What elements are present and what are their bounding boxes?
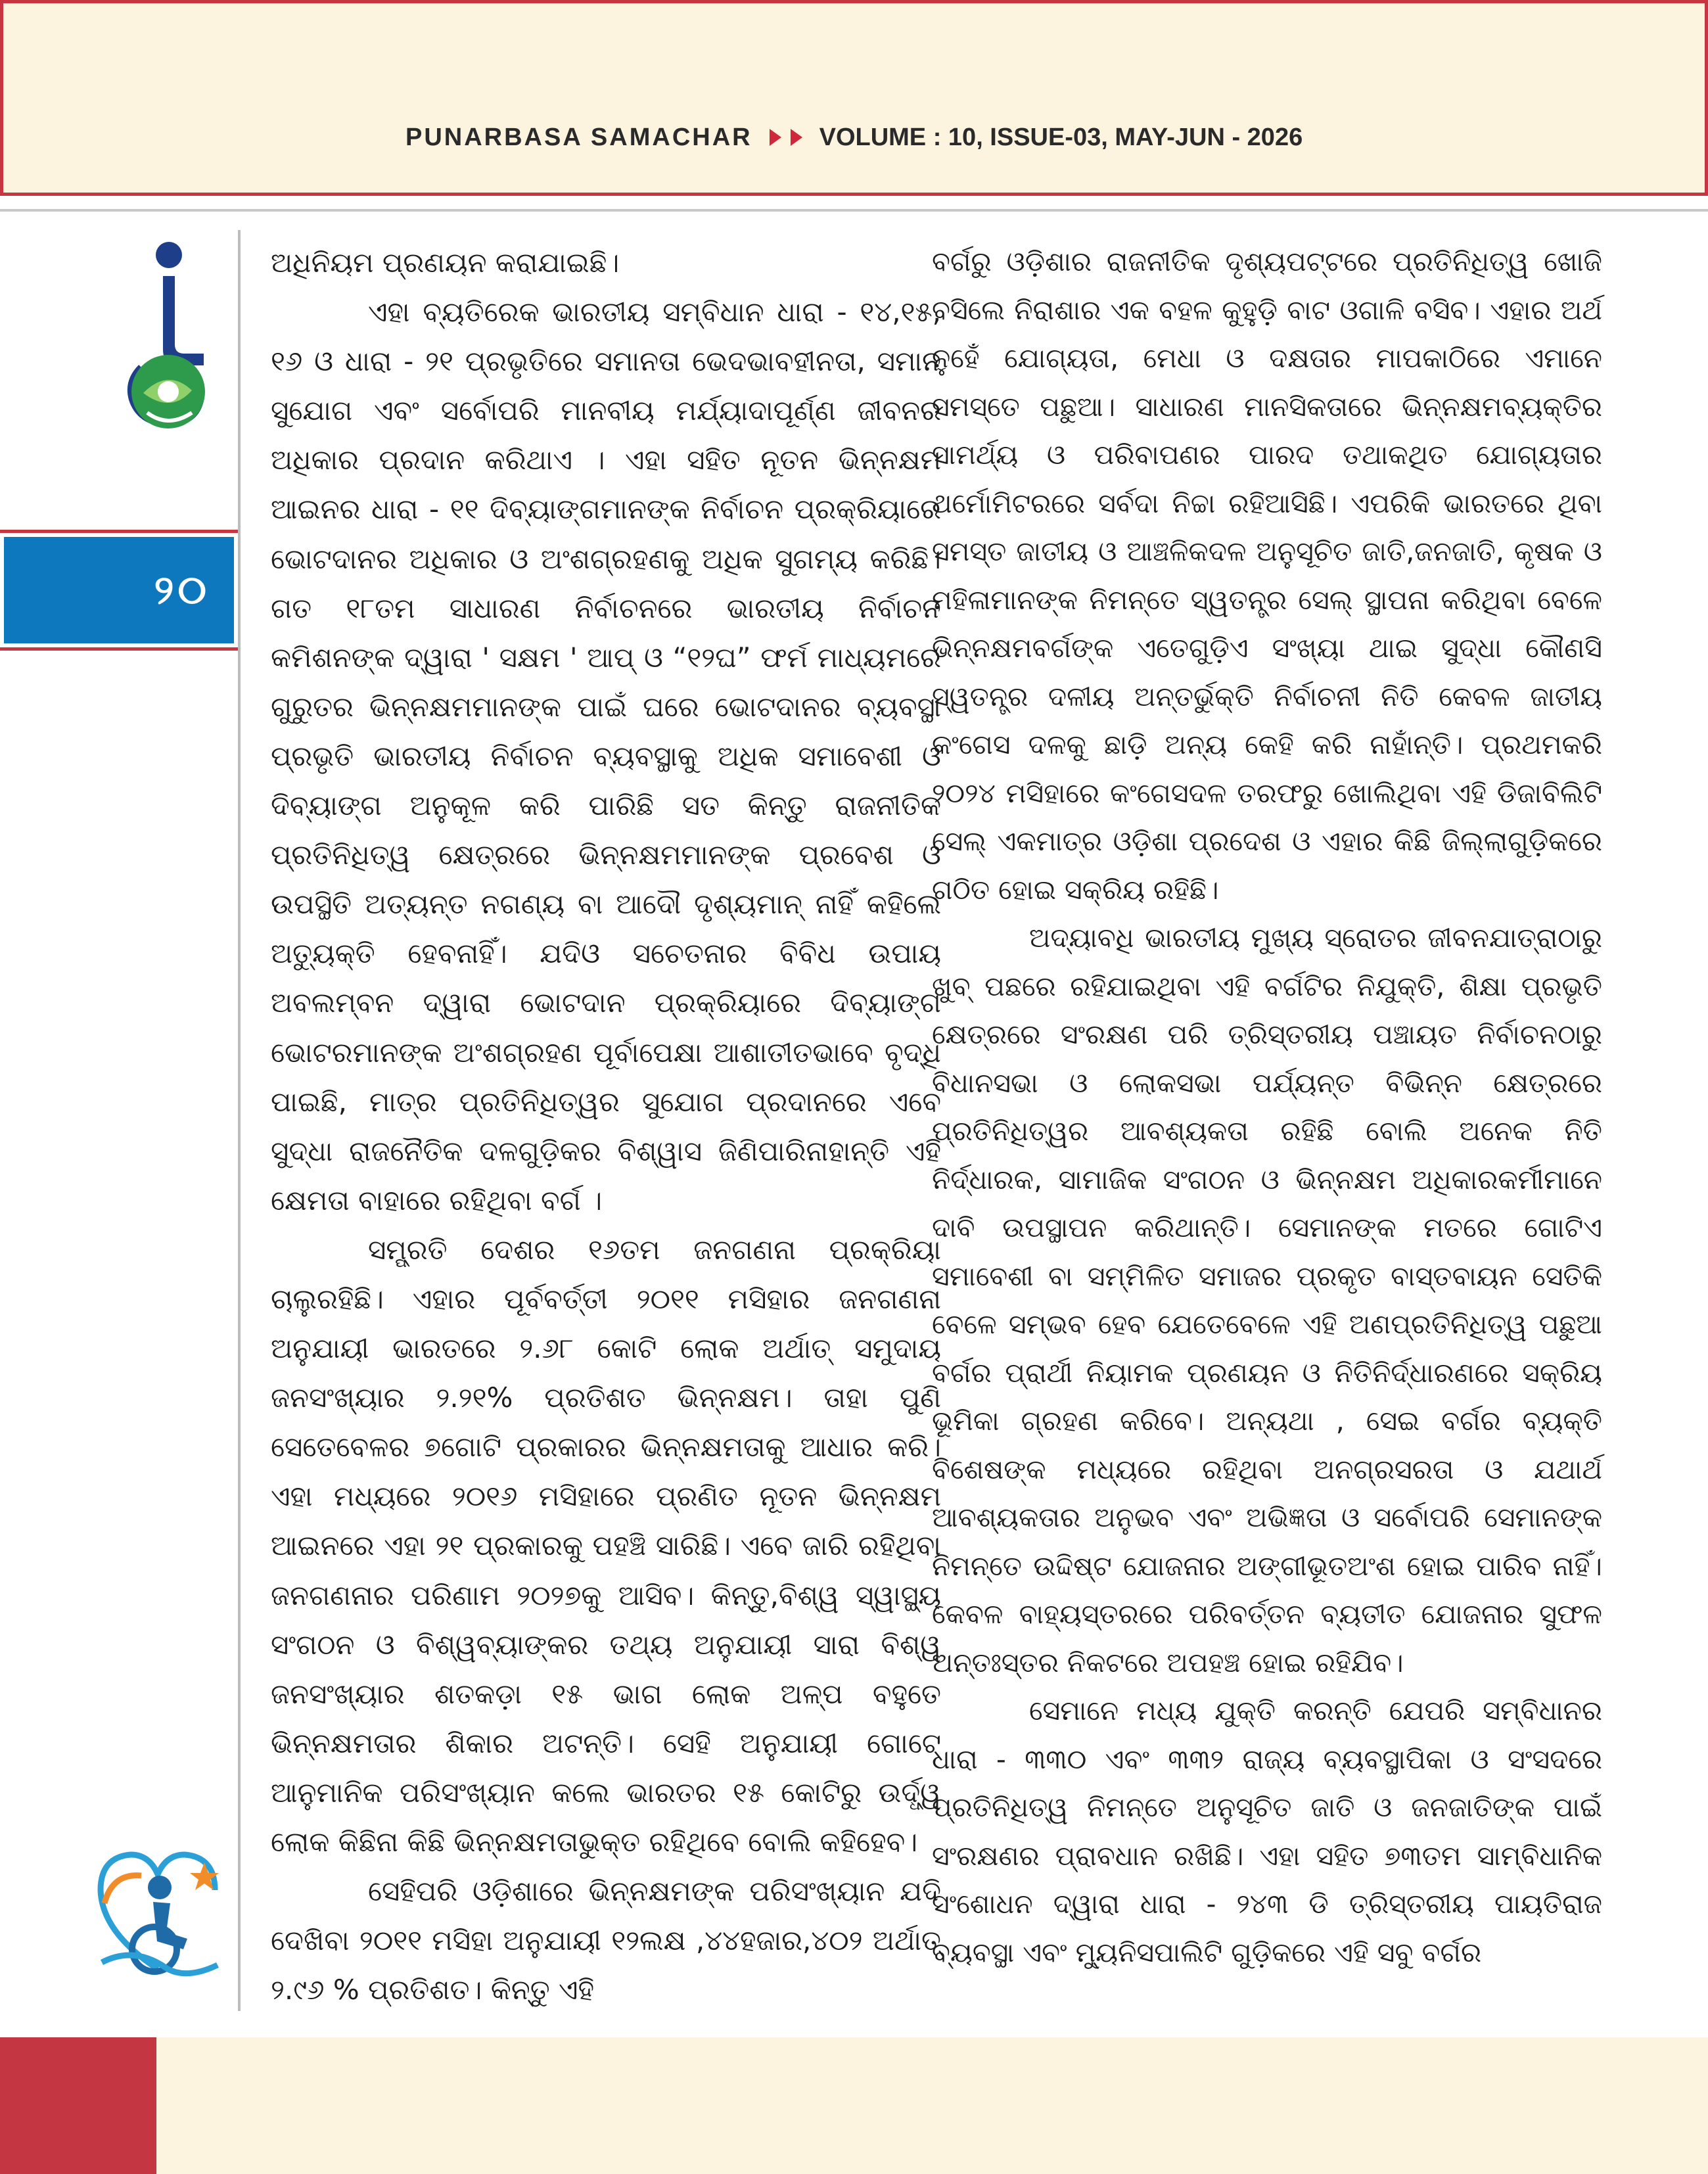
disability-heart-logo-icon bbox=[89, 1840, 227, 1978]
paragraph: ସମ୍ପ୍ରତି ଦେଶର ୧୬ତମ ଜନଗଣନା ପ୍ରକ୍ରିୟା ଚାଲୁରହିଛି। ଏହାର ପୂର୍ବବର୍ତ୍ତୀ ୨୦୧୧ ମସିହାର ଜନଗଣନା ଅନୁଯାୟୀ ଭାରତରେ ୨.୬୮ କୋଟି ଲୋକ ଅର୍ଥାତ୍ ସମୁଦାୟ ଜନସଂଖ୍ୟାର ୨.୨୧% ପ୍ରତିଶତ ଭିନ୍ନକ୍ଷମ। ତାହା ପୁଣି ସେତେବେଳର ୭ଗୋଟି ପ୍ରକାରର ଭିନ୍ନକ୍ଷମତାକୁ ଆଧାର କରି। ଏହା ମଧ୍ୟରେ ୨୦୧୬ ମସିହାରେ ପ୍ରଣିତ ନୂତନ ଭିନ୍ନକ୍ଷମ ଆଇନରେ ଏହା ୨୧ ପ୍ରକାରକୁ ପହଞ୍ଚି ସାରିଛି। ଏବେ ଜାରି ରହିଥିବା ଜନଗଣନାର ପରିଣାମ ୨୦୨୭କୁ ଆସିବ। କିନ୍ତୁ,ବିଶ୍ୱ ସ୍ୱାସ୍ଥ୍ୟ ସଂଗଠନ ଓ ବିଶ୍ୱବ୍ୟାଙ୍କର ତଥ୍ୟ ଅନୁଯାୟୀ ସାରା ବିଶ୍ୱ ଜନସଂଖ୍ୟାର ଶତକଡ଼ା ୧୫ ଭାଗ ଲୋକ ଅଳ୍ପ ବହୁତେ ଭିନ୍ନକ୍ଷମତାର ଶିକାର ଅଟନ୍ତି। ସେହି ଅନୁଯାୟୀ ଗୋଟେ ଆନୁମାନିକ ପରିସଂଖ୍ୟାନ କଲେ ଭାରତର ୧୫ କୋଟିରୁ ଉର୍ଦ୍ଧ୍ୱ ଲୋକ କିଛିନା କିଛି ଭିନ୍ନକ୍ଷମତାଭୁକ୍ତ ରହିଥିବେ ବୋଲି କହିହେବ। bbox=[271, 1233, 941, 1858]
footer-accent bbox=[0, 2037, 156, 2174]
header-banner bbox=[0, 0, 1708, 196]
footer-band bbox=[156, 2037, 1708, 2174]
paragraph: ଏହା ବ୍ୟତିରେକ ଭାରତୀୟ ସମ୍ବିଧାନ ଧାରା - ୧୪,୧୫, ୧୬ ଓ ଧାରା - ୨୧ ପ୍ରଭୃତିରେ ସମାନତା ଭେଦଭାବହୀନତା, ସମାନ ସୁଯୋଗ ଏବଂ ସର୍ବୋପରି ମାନବୀୟ ମର୍ଯ୍ୟାଦାପୂର୍ଣ୍ଣ ଜୀବନର ଅଧିକାର ପ୍ରଦାନ କରିଥାଏ । ଏହା ସହିତ ନୂତନ ଭିନ୍ନକ୍ଷମ ଆଇନର ଧାରା - ୧୧ ଦିବ୍ୟାଙ୍ଗମାନଙ୍କ ନିର୍ବାଚନ ପ୍ରକ୍ରିୟାରେ ଭୋଟଦାନର ଅଧିକାର ଓ ଅଂଶଗ୍ରହଣକୁ ଅଧିକ ସୁଗମ୍ୟ କରିଛି। ଗତ ୧୮ତମ ସାଧାରଣ ନିର୍ବାଚନରେ ଭାରତୀୟ ନିର୍ବାଚନ କମିଶନଙ୍କ ଦ୍ୱାରା ' ସକ୍ଷମ ' ଆପ୍ ଓ “୧୨ଘ” ଫର୍ମ ମାଧ୍ୟମରେ ଗୁରୁତର ଭିନ୍ନକ୍ଷମମାନଙ୍କ ପାଇଁ ଘରେ ଭୋଟଦାନର ବ୍ୟବସ୍ଥା ପ୍ରଭୃତି ଭାରତୀୟ ନିର୍ବାଚନ ବ୍ୟବସ୍ଥାକୁ ଅଧିକ ସମାବେଶୀ ଓ ଦିବ୍ୟାଙ୍ଗ ଅନୁକୂଳ କରି ପାରିଛି ସତ କିନ୍ତୁ ରାଜନୀତିକ ପ୍ରତିନିଧିତ୍ୱ କ୍ଷେତ୍ରରେ ଭିନ୍ନକ୍ଷମମାନଙ୍କ ପ୍ରବେଶ ଓ ଉପସ୍ଥିତି ଅତ୍ୟନ୍ତ ନଗଣ୍ୟ ବା ଆଦୌ ଦୃଶ୍ୟମାନ୍ ନାହିଁ କହିଲେ ଅତ୍ୟୁକ୍ତି ହେବନାହିଁ। ଯଦିଓ ସଚେତନାର ବିବିଧ ଉପାୟ ଅବଲମ୍ବନ ଦ୍ୱାରା ଭୋଟଦାନ ପ୍ରକ୍ରିୟାରେ ଦିବ୍ୟାଙ୍ଗ ଭୋଟରମାନଙ୍କ ଅଂଶଗ୍ରହଣ ପୂର୍ବାପେକ୍ଷା ଆଶାତୀତଭାବେ ବୃଦ୍ଧି ପାଇଛି, ମାତ୍ର ପ୍ରତିନିଧିତ୍ୱର ସୁଯୋଗ ପ୍ରଦାନରେ ଏବେ ସୁଦ୍ଧା ରାଜନୈତିକ ଦଳଗୁଡ଼ିକର ବିଶ୍ୱାସ ଜିଣିପାରିନାହାନ୍ତି ଏହି କ୍ଷେମତା ବାହାରେ ରହିଥିବା ବର୍ଗ । bbox=[271, 296, 941, 1216]
volume-info: VOLUME : 10, ISSUE-03, MAY-JUN - 2026 bbox=[819, 123, 1303, 151]
margin-divider bbox=[238, 230, 241, 2011]
paragraph: ସେହିପରି ଓଡ଼ିଶାରେ ଭିନ୍ନକ୍ଷମଙ୍କ ପରିସଂଖ୍ୟାନ ଯଦି ଦେଖିବା ୨୦୧୧ ମସିହା ଅନୁଯାୟୀ ୧୨ଲକ୍ଷ ,୪୪ହଜାର,୪୦୨ ଅର୍ଥାତ୍ ୨.୯୬ % ପ୍ରତିଶତ। କିନ୍ତୁ ଏହି bbox=[271, 1875, 941, 2006]
wheelchair-logo-icon bbox=[105, 238, 217, 428]
header-line bbox=[405, 119, 1303, 156]
page-number: ୨୦ bbox=[154, 567, 210, 613]
paragraph: ସେମାନେ ମଧ୍ୟ ଯୁକ୍ତି କରନ୍ତି ଯେପରି ସମ୍ବିଧାନର ଧାରା - ୩୩୦ ଏବଂ ୩୩୨ ରାଜ୍ୟ ବ୍ୟବସ୍ଥାପିକା ଓ ସଂସଦରେ ପ୍ରତିନିଧିତ୍ୱ ନିମନ୍ତେ ଅନୁସୂଚିତ ଜାତି ଓ ଜନଜାତିଙ୍କ ପାଇଁ ସଂରକ୍ଷଣର ପ୍ରାବଧାନ ରଖିଛି। ଏହା ସହିତ ୭୩ତମ ସାମ୍ବିଧାନିକ ସଂଶୋଧନ ଦ୍ୱାରା ଧାରା - ୨୪୩ ଡି ତ୍ରିସ୍ତରୀୟ ପାୟତିରାଜ ବ୍ୟବସ୍ଥା ଏବଂ ମ୍ୟୁନିସପାଲିଟି ଗୁଡ଼ିକରେ ଏହି ସବୁ ବର୍ଗର bbox=[932, 1695, 1602, 1968]
article-column-right bbox=[932, 238, 1602, 1977]
paragraph: ବର୍ଗରୁ ଓଡ଼ିଶାର ରାଜନୀତିକ ଦୃଶ୍ୟପଟ୍ଟରେ ପ୍ରତିନିଧିତ୍ୱ ଖୋଜି ବସିଲେ ନିରାଶାର ଏକ ବହଳ କୁହୁଡ଼ି ବାଟ ଓଗାଳି ବସିବ। ଏହାର ଅର୍ଥ ନୁହେଁ ଯୋଗ୍ୟତା, ମେଧା ଓ ଦକ୍ଷତାର ମାପକାଠିରେ ଏମାନେ ସମସ୍ତେ ପଛୁଆ। ସାଧାରଣ ମାନସିକତାରେ ଭିନ୍ନକ୍ଷମବ୍ୟକ୍ତିର ସାମର୍ଥ୍ୟ ଓ ପରିବାପଣର ପାରଦ ତଥାକଥିତ ଯୋଗ୍ୟତାର ଥର୍ମୋମିଟରରେ ସର୍ବଦା ନିଚ୍ଚା ରହିଆସିଛି। ଏପରିକି ଭାରତରେ ଥିବା ସମସ୍ତ ଜାତୀୟ ଓ ଆଞ୍ଚଳିକଦଳ ଅନୁସୂଚିତ ଜାତି,ଜନଜାତି, କୃଷକ ଓ ମହିଳାମାନଙ୍କ ନିମନ୍ତେ ସ୍ୱତନ୍ତ୍ର ସେଲ୍ ସ୍ଥାପନା କରିଥିବା ବେଳେ ଭିନ୍ନକ୍ଷମବର୍ଗଙ୍କ ଏତେଗୁଡ଼ିଏ ସଂଖ୍ୟା ଥାଇ ସୁଦ୍ଧା କୌଣସି ସ୍ୱତନ୍ତ୍ର ଦଳୀୟ ଅନ୍ତର୍ଭୁକ୍ତି ନିର୍ବାଚନୀ ନିତି କେବଳ ଜାତୀୟ କଂଗେସ ଦଳକୁ ଛାଡ଼ି ଅନ୍ୟ କେହି କରି ନାହାଁନ୍ତି। ପ୍ରଥମକରି ୨୦୨୪ ମସିହାରେ କଂଗେସଦଳ ତରଫରୁ ଖୋଲିଥିବା ଏହି ଡିଜାବିଲିଟି ସେଲ୍ ଏକମାତ୍ର ଓଡ଼ିଶା ପ୍ରଦେଶ ଓ ଏହାର କିଛି ଜିଲ୍ଲାଗୁଡ଼ିକରେ ଗଠିତ ହୋଇ ସକ୍ରିୟ ରହିଛି। bbox=[932, 246, 1602, 906]
paragraph: ଅଧିନିୟମ ପ୍ରଣୟନ କରାଯାଇଛି। bbox=[271, 246, 620, 279]
arrow-separator-icon bbox=[770, 129, 802, 146]
paragraph: ଅଦ୍ୟାବଧି ଭାରତୀୟ ମୁଖ୍ୟ ସ୍ରୋତର ଜୀବନଯାତ୍ରାଠାରୁ ଖୁବ୍ ପଛରେ ରହିଯାଇଥିବା ଏହି ବର୍ଗଟିର ନିଯୁକ୍ତି, ଶିକ୍ଷା ପ୍ରଭୃତି କ୍ଷେତ୍ରରେ ସଂରକ୍ଷଣ ପରି ତ୍ରିସ୍ତରୀୟ ପଞ୍ଚାୟତ ନିର୍ବାଚନଠାରୁ ବିଧାନସଭା ଓ ଲୋକସଭା ପର୍ଯ୍ୟନ୍ତ ବିଭିନ୍ନ କ୍ଷେତ୍ରରେ ପ୍ରତିନିଧିତ୍ୱର ଆବଶ୍ୟକତା ରହିଛି ବୋଲି ଅନେକ ନିତି ନିର୍ଦ୍ଧାରକ, ସାମାଜିକ ସଂଗଠନ ଓ ଭିନ୍ନକ୍ଷମ ଅଧିକାରକର୍ମୀମାନେ ଦାବି ଉପସ୍ଥାପନ କରିଥାନ୍ତି। ସେମାନଙ୍କ ମତରେ ଗୋଟିଏ ସମାବେଶୀ ବା ସମ୍ମିଳିତ ସମାଜର ପ୍ରକୃତ ବାସ୍ତବାୟନ ସେତିକି ବେଳେ ସମ୍ଭବ ହେବ ଯେତେବେଳେ ଏହି ଅଣପ୍ରତିନିଧିତ୍ୱ ପଛୁଆ ବର୍ଗର ପ୍ରାର୍ଥୀ ନିୟାମକ ପ୍ରଣୟନ ଓ ନିତିନିର୍ଦ୍ଧାରଣରେ ସକ୍ରିୟ ଭୂମିକା ଗ୍ରହଣ କରିବେ। ଅନ୍ୟଥା , ସେଇ ବର୍ଗର ବ୍ୟକ୍ତି ବିଶେଷଙ୍କ ମଧ୍ୟରେ ରହିଥିବା ଅନଗ୍ରସରତା ଓ ଯଥାର୍ଥ ଆବଶ୍ୟକତାର ଅନୁଭବ ଏବଂ ଅଭିଜ୍ଞତା ଓ ସର୍ବୋପରି ସେମାନଙ୍କ ନିମନ୍ତେ ଉଦ୍ଦିଷ୍ଟ ଯୋଜନାର ଅଙ୍ଗୀଭୂତଅଂଶ ହୋଇ ପାରିବ ନାହିଁ। କେବଳ ବାହ୍ୟସ୍ତରରେ ପରିବର୍ତ୍ତନ ବ୍ୟତୀତ ଯୋଜନାର ସୁଫଳ ଅନ୍ତଃସ୍ତର ନିକଟରେ ଅପହଞ୍ଚ ହୋଇ ରହିଯିବ। bbox=[932, 922, 1602, 1678]
page-number-box bbox=[4, 537, 234, 643]
header-divider bbox=[0, 209, 1708, 212]
page-number-tab bbox=[0, 530, 238, 651]
publication-title: PUNARBASA SAMACHAR bbox=[405, 123, 752, 151]
article-column-left bbox=[271, 238, 941, 2014]
